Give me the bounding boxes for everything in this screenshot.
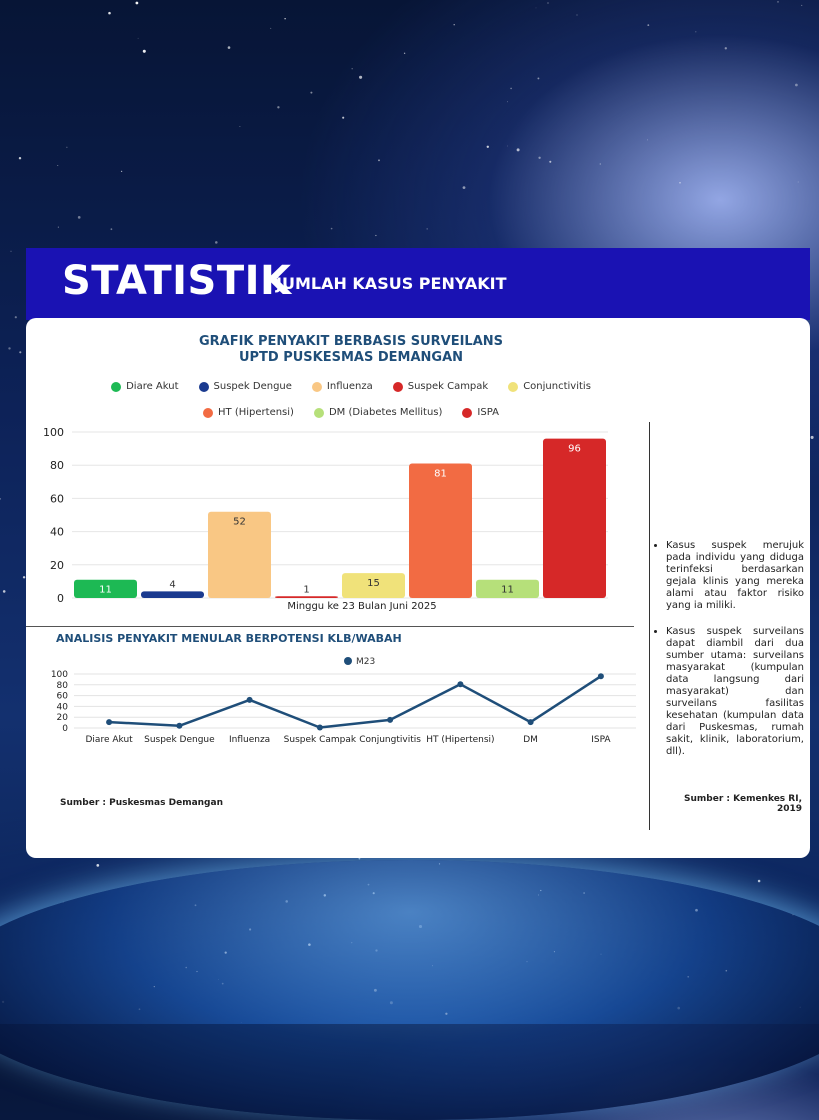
legend-item <box>508 381 591 392</box>
star <box>121 171 122 172</box>
bar-chart-legend-row-2 <box>26 407 676 418</box>
legend-label: Influenza <box>326 381 373 392</box>
star <box>310 92 312 94</box>
star <box>507 146 508 147</box>
content-card <box>26 318 810 858</box>
line-series-M23 <box>109 676 601 727</box>
star <box>549 161 551 163</box>
star <box>679 182 681 184</box>
bar-data-label: 15 <box>367 578 380 590</box>
star <box>19 157 21 159</box>
bar-data-label: 52 <box>233 516 246 528</box>
header-banner <box>26 248 810 320</box>
star <box>19 351 21 353</box>
source-right: Sumber : Kemenkes RI, 2019 <box>684 794 802 814</box>
star <box>215 241 218 244</box>
bar-chart <box>26 422 646 622</box>
star <box>108 12 111 15</box>
bar-chart-title-line1: GRAFIK PENYAKIT BERBASIS SURVEILANS <box>198 334 504 349</box>
page-title: STATISTIK <box>62 258 292 304</box>
star <box>11 251 12 252</box>
star <box>801 5 802 6</box>
legend-swatch <box>312 382 322 392</box>
bar-y-tick-label: 40 <box>50 525 64 539</box>
star <box>647 24 649 26</box>
star <box>600 164 601 165</box>
star <box>453 24 454 25</box>
line-legend-label: M23 <box>356 657 376 667</box>
star <box>427 228 428 229</box>
bar <box>141 591 204 598</box>
star <box>277 106 279 108</box>
notes-panel <box>654 540 804 772</box>
star <box>517 148 520 151</box>
star <box>510 88 512 90</box>
line-x-tick-label: Suspek Campak <box>283 735 357 745</box>
star <box>507 101 508 102</box>
star <box>66 147 67 148</box>
bar-y-tick-label: 100 <box>43 426 64 439</box>
star <box>777 1 778 2</box>
legend-item <box>393 381 488 392</box>
legend-swatch <box>508 382 518 392</box>
bar <box>275 596 338 598</box>
bar-chart-legend-row-1 <box>26 381 676 392</box>
star <box>547 2 548 3</box>
source-left: Sumber : Puskesmas Demangan <box>60 798 223 808</box>
star <box>136 2 139 5</box>
star <box>538 157 540 159</box>
star <box>138 38 139 39</box>
star <box>8 347 10 349</box>
line-x-tick-label: HT (Hipertensi) <box>426 735 495 745</box>
star <box>647 139 648 140</box>
line-legend-swatch <box>344 657 352 665</box>
legend-label: HT (Hipertensi) <box>218 407 294 418</box>
star <box>725 47 727 49</box>
star <box>811 436 814 439</box>
line-point <box>387 717 393 723</box>
star <box>537 77 539 79</box>
line-chart-title: ANALISIS PENYAKIT MENULAR BERPOTENSI KLB/WABAH <box>56 632 402 645</box>
legend-swatch <box>314 408 324 418</box>
star <box>352 68 353 69</box>
legend-label: DM (Diabetes Mellitus) <box>328 407 443 418</box>
line-x-tick-label: Suspek Dengue <box>144 735 215 745</box>
line-point <box>247 697 253 703</box>
star <box>284 18 285 19</box>
bar-y-tick-label: 0 <box>57 592 64 605</box>
legend-label: ISPA <box>477 407 499 418</box>
star <box>111 228 113 230</box>
star <box>270 28 271 29</box>
line-point <box>457 681 463 687</box>
bar-data-label: 11 <box>99 584 112 596</box>
legend-label: Conjunctivitis <box>523 381 591 392</box>
star <box>463 186 466 189</box>
earth-horizon-graphic <box>0 860 819 1120</box>
bar-data-label: 81 <box>434 468 447 480</box>
page-subtitle: JUMLAH KASUS PENYAKIT <box>276 274 507 293</box>
legend-item <box>314 407 442 418</box>
star <box>696 32 697 33</box>
star <box>143 50 146 53</box>
line-point <box>317 725 323 731</box>
bar-data-label: 11 <box>501 584 514 596</box>
line-y-tick-label: 0 <box>62 724 68 734</box>
star <box>228 46 231 49</box>
legend-swatch <box>462 408 472 418</box>
star <box>342 117 344 119</box>
bar-y-tick-label: 80 <box>50 459 64 473</box>
bar-y-tick-label: 60 <box>50 492 64 506</box>
vertical-divider <box>649 422 650 830</box>
legend-swatch <box>111 382 121 392</box>
star <box>577 15 578 16</box>
line-y-tick-label: 80 <box>56 680 68 691</box>
line-point <box>106 719 112 725</box>
legend-item <box>312 381 373 392</box>
line-x-tick-label: Influenza <box>228 735 271 745</box>
line-x-tick-label: Conjungtivitis <box>359 735 421 745</box>
legend-label: Diare Akut <box>126 381 179 392</box>
star <box>375 235 376 236</box>
star <box>758 880 761 883</box>
star <box>3 590 6 593</box>
legend-swatch <box>393 382 403 392</box>
bar-chart-title-line2: UPTD PUSKESMAS DEMANGAN <box>238 350 464 365</box>
star <box>96 864 99 867</box>
line-x-tick-label: Diare Akut <box>85 735 133 745</box>
star <box>23 576 25 578</box>
legend-item <box>203 407 294 418</box>
star <box>359 76 362 79</box>
legend-item <box>111 381 178 392</box>
star <box>331 228 333 230</box>
bar-data-label: 4 <box>169 579 176 591</box>
bar <box>543 439 606 598</box>
line-y-tick-label: 20 <box>56 713 68 724</box>
line-y-tick-label: 100 <box>50 670 68 680</box>
line-y-tick-label: 40 <box>56 702 68 713</box>
star <box>404 53 405 54</box>
star <box>487 146 489 148</box>
star <box>798 182 799 183</box>
star <box>378 159 380 161</box>
legend-item <box>199 381 292 392</box>
bar <box>409 464 472 599</box>
line-chart <box>26 650 646 750</box>
bar-y-tick-label: 20 <box>50 558 64 572</box>
bar-chart-xlabel: Minggu ke 23 Bulan Juni 2025 <box>287 601 437 612</box>
legend-item <box>462 407 499 418</box>
bar-data-label: 1 <box>303 584 310 596</box>
note-item-1: • Kasus suspek merujuk pada individu yang diduga terinfeksi berdasarkan gejala klinis yang mereka alami atau faktor risiko yang ia miliki. <box>666 540 804 612</box>
note-item-2: • Kasus suspek surveilans dapat diambil dari dua sumber utama: surveilans masyarakat (kumpulan data langsung dari masyarakat) dan surveilans fasilitas kesehatan (kumpulan data dari Puskesmas, rumah sakit, klinik, laboratorium, dll). <box>666 626 804 758</box>
star <box>536 8 537 9</box>
star <box>0 498 1 500</box>
line-x-tick-label: ISPA <box>591 735 611 745</box>
section-divider <box>26 626 634 627</box>
line-x-tick-label: DM <box>523 735 538 745</box>
star <box>58 227 59 228</box>
star <box>78 216 81 219</box>
star <box>239 126 240 127</box>
line-point <box>176 723 182 729</box>
star <box>15 316 17 318</box>
legend-label: Suspek Dengue <box>213 381 292 392</box>
star <box>57 165 58 166</box>
line-y-tick-label: 60 <box>56 691 68 702</box>
line-point <box>598 673 604 679</box>
legend-swatch <box>199 382 209 392</box>
star <box>795 84 798 87</box>
legend-swatch <box>203 408 213 418</box>
bar-data-label: 96 <box>568 443 581 455</box>
legend-label: Suspek Campak <box>407 381 489 392</box>
line-point <box>528 719 534 725</box>
